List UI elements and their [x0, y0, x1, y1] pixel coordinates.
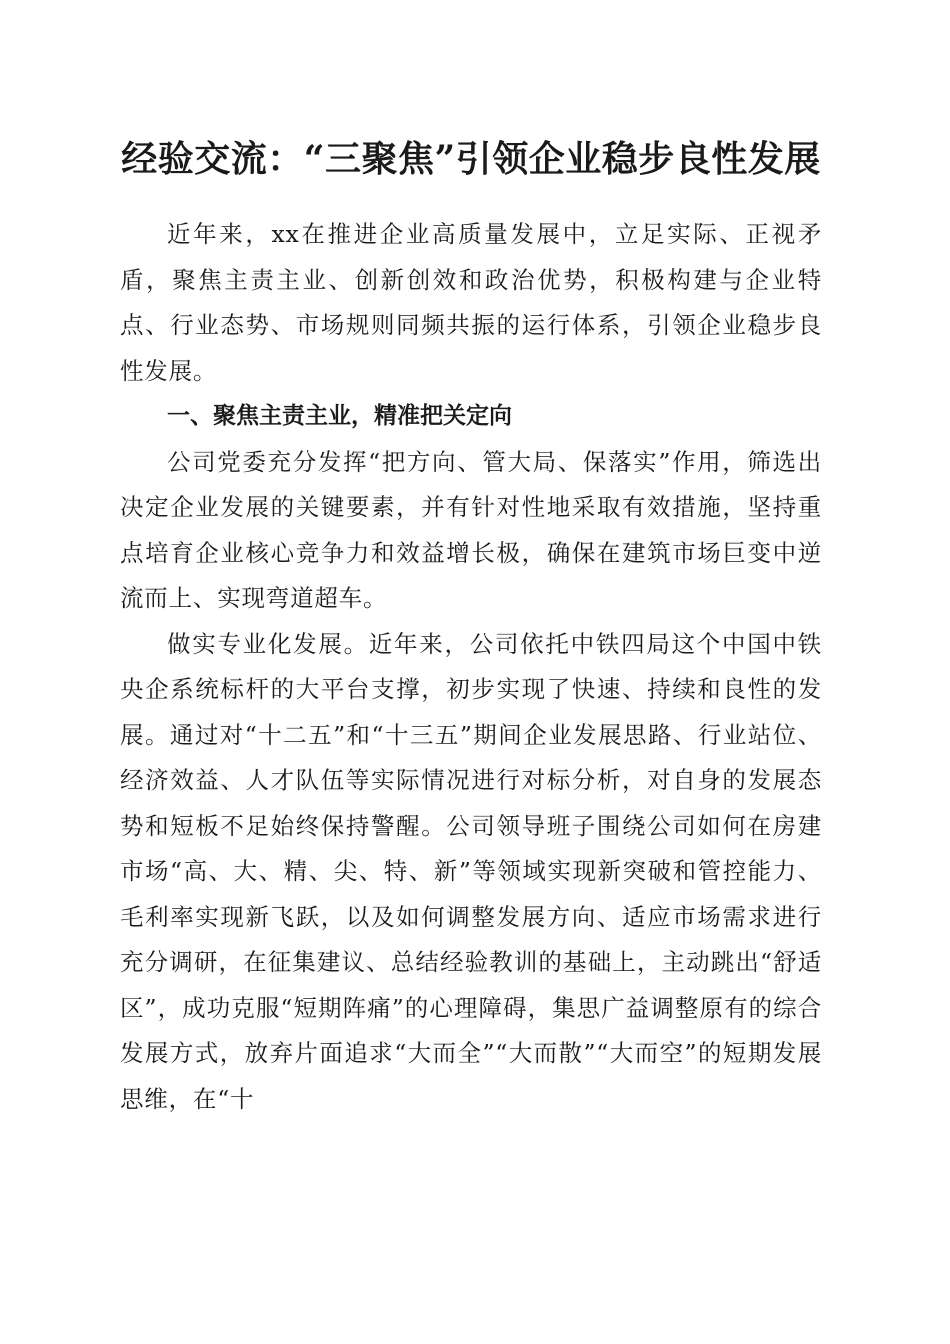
document-page: [120, 126, 822, 1122]
intro-paragraph: 近年来，xx在推进企业高质量发展中，立足实际、正视矛盾，聚焦主责主业、创新创效和政治优势，积极构建与企业特点、行业态势、市场规则同频共振的运行体系，引领企业稳步良性发展。: [120, 220, 822, 385]
body-paragraph: 公司党委充分发挥“把方向、管大局、保落实”作用，筛选出决定企业发展的关键要素，并有针对性地采取有效措施，坚持重点培育企业核心竞争力和效益增长极，确保在建筑市场巨变中逆流而上、实现弯道超车。: [120, 447, 822, 612]
document-title: 经验交流：“三聚焦”引领企业稳步良性发展: [121, 138, 821, 180]
section-heading-1: 一、聚焦主责主业，精准把关定向: [167, 403, 512, 429]
body-paragraph: 做实专业化发展。近年来，公司依托中铁四局这个中国中铁央企系统标杆的大平台支撑，初步实现了快速、持续和良性的发展。通过对“十二五”和“十三五”期间企业发展思路、行业站位、经济效益、人才队伍等实际情况进行对标分析，对自身的发展态势和短板不足始终保持警醒。公司领导班子围绕公司如何在房建市场“高、大、精、尖、特、新”等领域实现新突破和管控能力、毛利率实现新飞跃，以及如何调整发展方向、适应市场需求进行充分调研，在征集建议、总结经验教训的基础上，主动跳出“舒适区”，成功克服“短期阵痛”的心理障碍，集思广益调整原有的综合发展方式，放弃片面追求“大而全”“大而散”“大而空”的短期发展思维，在“十: [120, 629, 822, 1113]
